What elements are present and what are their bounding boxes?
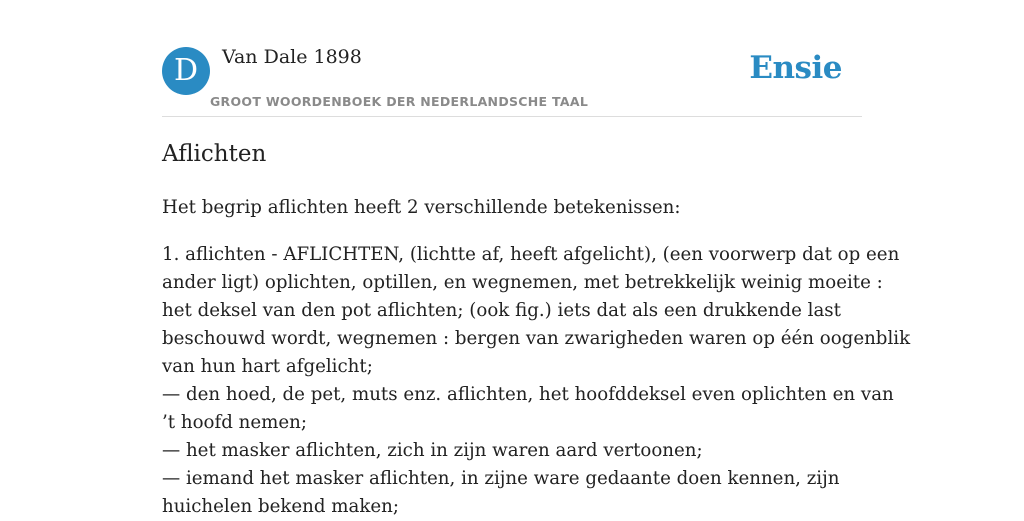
definition-line: — den hoed, de pet, muts enz. aflichten, het hoofddeksel even oplichten en van	[162, 384, 894, 405]
definition-line: ’t hoofd nemen;	[162, 412, 307, 433]
source-subtitle: GROOT WOORDENBOEK DER NEDERLANDSCHE TAAL	[210, 94, 589, 109]
entry-definition	[162, 241, 911, 521]
entry-intro: Het begrip aflichten heeft 2 verschillende betekenissen:	[162, 197, 681, 218]
definition-line: ander ligt) oplichten, optillen, en wegnemen, met betrekkelijk weinig moeite :	[162, 272, 883, 293]
definition-line: beschouwd wordt, wegnemen : bergen van zwarigheden waren op één oogenblik	[162, 328, 911, 349]
entry-content	[162, 138, 911, 521]
entry-word: Aflichten	[162, 141, 267, 167]
definition-line: het deksel van den pot aflichten; (ook fig.) iets dat als een drukkende last	[162, 300, 841, 321]
source-title[interactable]: Van Dale 1898	[222, 46, 362, 68]
definition-line: van hun hart afgelicht;	[162, 356, 373, 377]
header	[162, 0, 862, 117]
ensie-logo[interactable]: Ensie	[749, 50, 842, 86]
definition-line: — het masker aflichten, zich in zijn waren aard vertoonen;	[162, 440, 703, 461]
definition-line: huichelen bekend maken;	[162, 496, 400, 517]
definition-line: 1. aflichten - AFLICHTEN, (lichtte af, heeft afgelicht), (een voorwerp dat op een	[162, 244, 900, 265]
definition-line: — iemand het masker aflichten, in zijne ware gedaante doen kennen, zijn	[162, 468, 840, 489]
source-avatar[interactable]: D	[162, 47, 210, 95]
